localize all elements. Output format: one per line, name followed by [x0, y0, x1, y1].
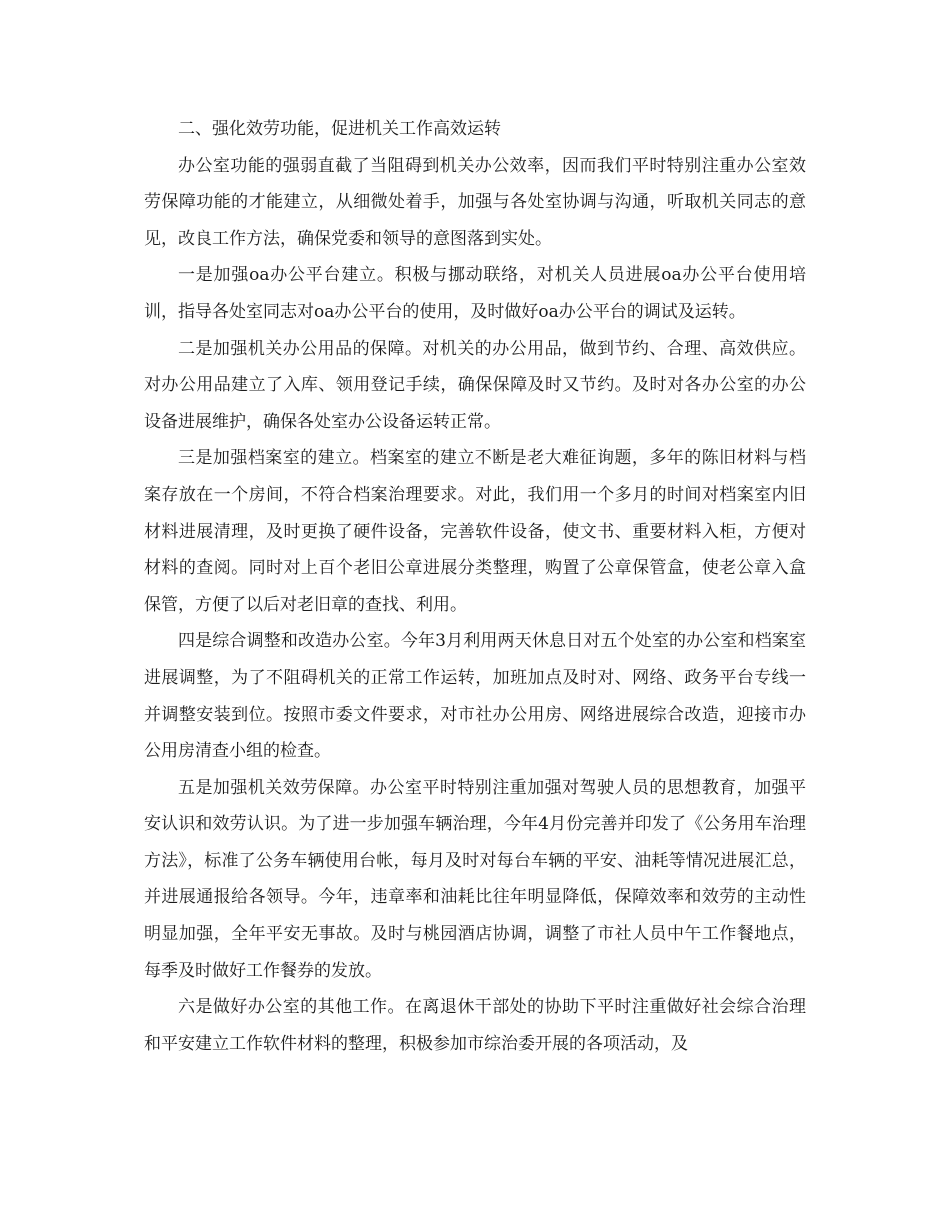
- paragraph-office-supplies: 二是加强机关办公用品的保障。对机关的办公用品，做到节约、合理、高效供应。对办公用品建立了入库、领用登记手续，确保保障及时又节约。及时对各办公室的办公设备进展维护，确保各处室办公设备运转正常。: [144, 338, 806, 432]
- paragraph-office-renovation: 四是综合调整和改造办公室。今年3月利用两天休息日对五个处室的办公室和档案室进展调整，为了不阻碍机关的正常工作运转，加班加点及时对、网络、政务平台专线一并调整安装到位。按照市委文件要求，对市社办公用房、网络进展综合改造，迎接市办公用房清查小组的检查。: [144, 631, 806, 762]
- paragraph-service-support: 五是加强机关效劳保障。办公室平时特别注重加强对驾驶人员的思想教育，加强平安认识和效劳认识。为了进一步加强车辆治理，今年4月份完善并印发了《公务用车治理方法》，标准了公务车辆使用台帐，每月及时对每台车辆的平安、油耗等情况进展汇总，并进展通报给各领导。今年，违章率和油耗比往年明显降低，保障效率和效劳的主动性明显加强，全年平安无事故。及时与桃园酒店协调，调整了市社人员中午工作餐地点，每季及时做好工作餐券的发放。: [144, 777, 806, 981]
- paragraph-other-work: 六是做好办公室的其他工作。在离退休干部处的协助下平时注重做好社会综合治理和平安建立工作软件材料的整理，积极参加市综治委开展的各项活动，及: [144, 997, 806, 1054]
- paragraph-oa-platform: 一是加强oa办公平台建立。积极与挪动联络，对机关人员进展oa办公平台使用培训，指导各处室同志对oa办公平台的使用，及时做好oa办公平台的调试及运转。: [144, 265, 806, 322]
- paragraph-archives: 三是加强档案室的建立。档案室的建立不断是老大难征询题，多年的陈旧材料与档案存放在一个房间，不符合档案治理要求。对此，我们用一个多月的时间对档案室内旧材料进展清理，及时更换了硬件设备，完善软件设备，使文书、重要材料入柜，方便对材料的查阅。同时对上百个老旧公章进展分类整理，购置了公章保管盒，使老公章入盒保管，方便了以后对老旧章的查找、利用。: [144, 448, 806, 615]
- section-heading: 二、强化效劳功能，促进机关工作高效运转: [178, 119, 501, 139]
- paragraph-intro: 办公室功能的强弱直截了当阻碍到机关办公效率，因而我们平时特别注重办公室效劳保障功能的才能建立，从细微处着手，加强与各处室协调与沟通，听取机关同志的意见，改良工作方法，确保党委和领导的意图落到实处。: [144, 155, 806, 249]
- document-page: [144, 111, 806, 1062]
